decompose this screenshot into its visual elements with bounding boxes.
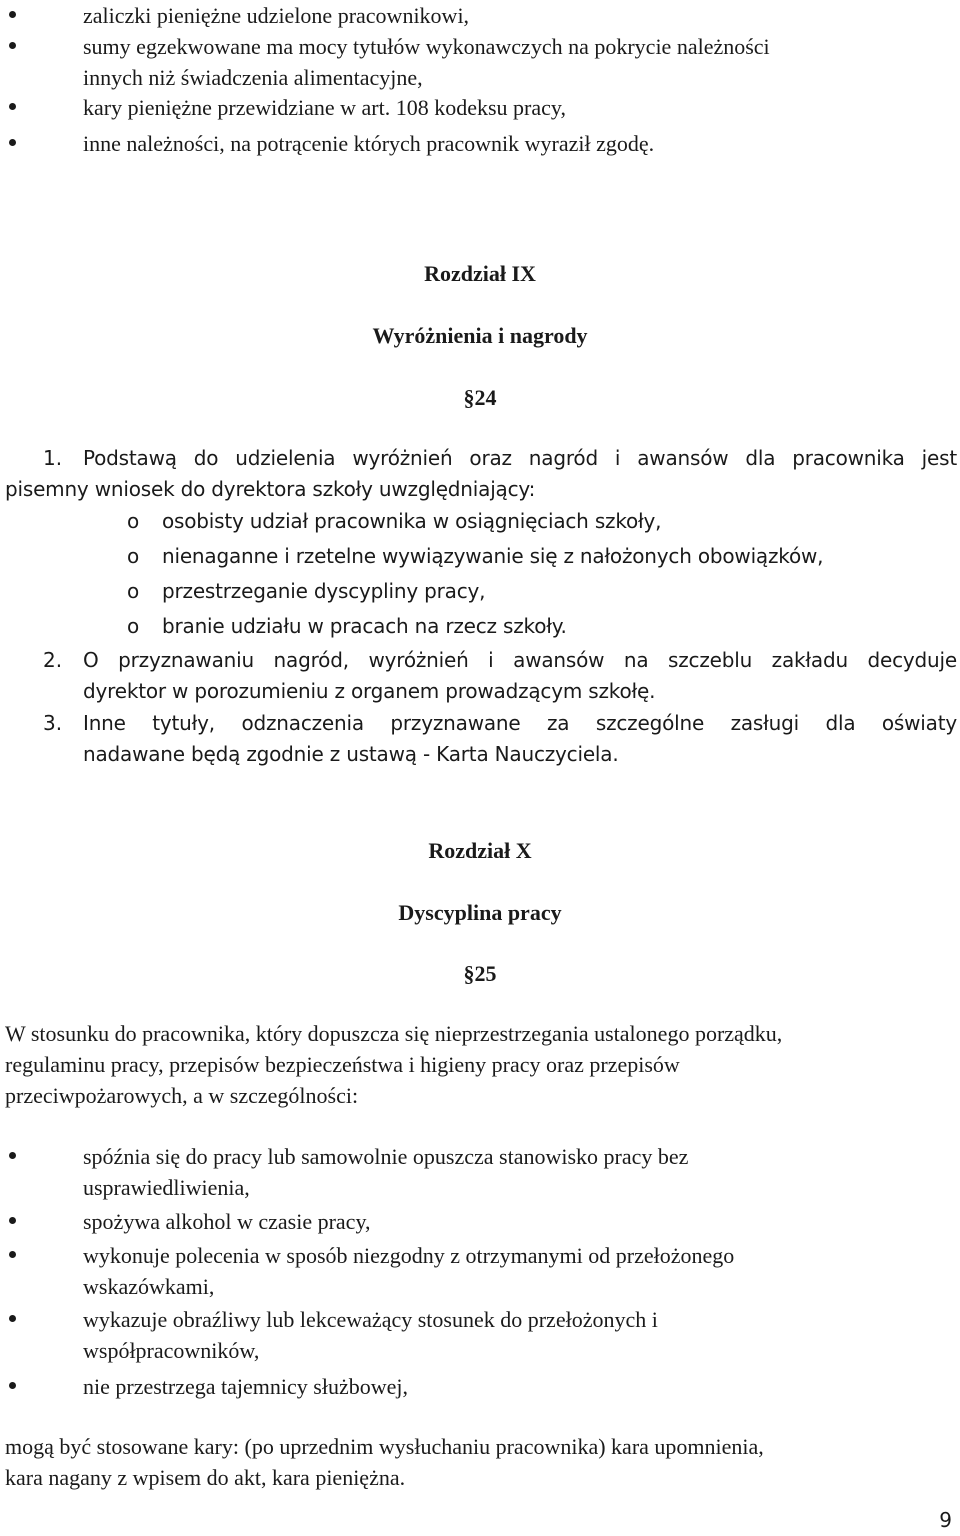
list-item: kary pieniężne przewidziane w art. 108 kodeksu pracy, [83,95,566,120]
paragraph-text: mogą być stosowane kary: (po uprzednim wysłuchaniu pracownika) kara upomnienia, [5,1434,764,1459]
paragraph-number: 1. [43,446,63,470]
bullet-icon [9,11,16,18]
list-item-continuation: innych niż świadczenia alimentacyjne, [83,65,423,90]
list-item: zaliczki pieniężne udzielone pracownikowi, [83,3,470,28]
circle-marker: o [127,544,140,568]
paragraph-text: kara nagany z wpisem do akt, kara pieniężna. [5,1465,406,1490]
bullet-icon [9,1217,16,1224]
list-item: wykonuje polecenia w sposób niezgodny z otrzymanymi od przełożonego [83,1243,735,1268]
chapter-subtitle: Wyróżnienia i nagrody [372,323,588,348]
circle-marker: o [127,614,140,638]
sublist-item: przestrzeganie dyscypliny pracy, [162,579,486,603]
list-item: nie przestrzega tajemnicy służbowej, [83,1374,408,1399]
list-item: sumy egzekwowane ma mocy tytułów wykonawczych na pokrycie należności [83,34,770,59]
bullet-icon [9,1251,16,1258]
paragraph-text: dyrektor w porozumieniu z organem prowadzącym szkołę. [83,679,656,703]
bullet-icon [9,1315,16,1322]
chapter-title: Rozdział X [428,838,532,863]
paragraph-number: 2. [43,648,63,672]
paragraph-text: przeciwpożarowych, a w szczególności: [5,1083,359,1108]
list-item-continuation: współpracowników, [83,1338,260,1363]
list-item-continuation: usprawiedliwienia, [83,1175,250,1200]
bullet-icon [9,1152,16,1159]
sublist-item: branie udziału w pracach na rzecz szkoły. [162,614,567,638]
sublist-item: osobisty udział pracownika w osiągnięciach szkoły, [162,509,662,533]
section-number: 24 [474,385,497,410]
paragraph-text: W stosunku do pracownika, który dopuszcza się nieprzestrzegania ustalonego porządku, [5,1021,783,1046]
circle-marker: o [127,579,140,603]
paragraph-text: Inne tytuły, odznaczenia przyznawane za szczególne zasługi dla oświaty [83,711,957,735]
chapter-subtitle: Dyscyplina pracy [398,900,562,925]
sublist-item: nienaganne i rzetelne wywiązywanie się z nałożonych obowiązków, [162,544,824,568]
bullet-icon [9,139,16,146]
list-item: spożywa alkohol w czasie pracy, [83,1209,371,1234]
bullet-icon [9,42,16,49]
section-heading [0,958,960,989]
circle-marker: o [127,509,140,533]
bullet-icon [9,103,16,110]
bullet-icon [9,1382,16,1389]
section-symbol: § [463,961,475,986]
paragraph-text: Podstawą do udzielenia wyróżnień oraz nagród i awansów dla pracownika jest [83,446,957,470]
paragraph-text: O przyznawaniu nagród, wyróżnień i awansów na szczeblu zakładu decyduje [83,648,957,672]
list-item-continuation: wskazówkami, [83,1274,215,1299]
list-item: wykazuje obraźliwy lub lekceważący stosunek do przełożonych i [83,1307,658,1332]
section-symbol: § [463,385,475,410]
list-item: spóźnia się do pracy lub samowolnie opuszcza stanowisko pracy bez [83,1144,689,1169]
paragraph-text: pisemny wniosek do dyrektora szkoły uwzględniający: [5,477,536,501]
paragraph-number: 3. [43,711,63,735]
chapter-title: Rozdział IX [424,261,536,286]
paragraph-text: regulaminu pracy, przepisów bezpieczeństwa i higieny pracy oraz przepisów [5,1052,680,1077]
paragraph-text: nadawane będą zgodnie z ustawą - Karta Nauczyciela. [83,742,619,766]
page-number: 9 [939,1508,952,1532]
section-number: 25 [474,961,497,986]
section-heading [0,382,960,413]
list-item: inne należności, na potrącenie których pracownik wyraził zgodę. [83,131,655,156]
